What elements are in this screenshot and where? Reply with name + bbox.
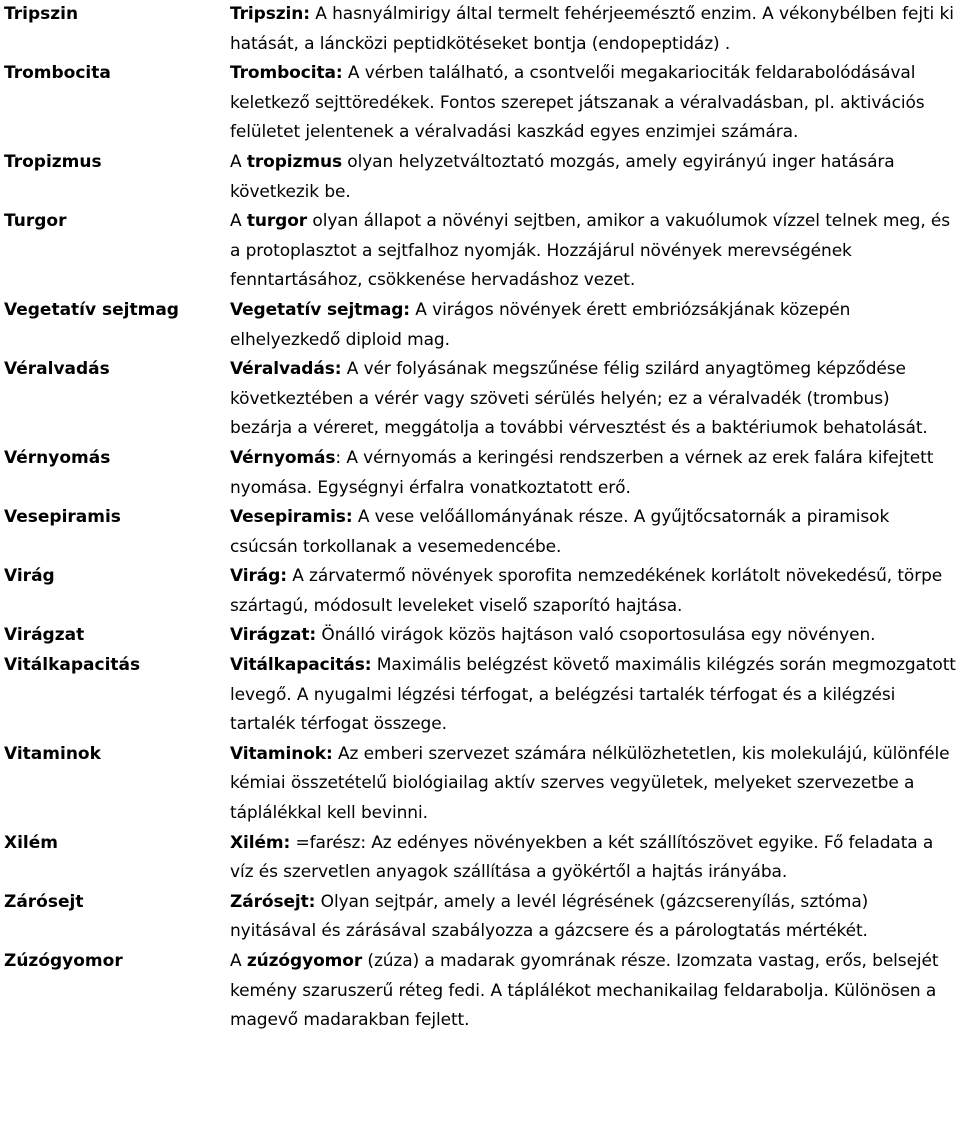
glossary-row <box>0 740 960 829</box>
definition-keyword: Tripszin: <box>230 4 310 24</box>
glossary-row <box>0 59 960 148</box>
glossary-term: Zúzógyomor <box>4 951 123 971</box>
definition-text: olyan állapot a növényi sejtben, amikor a vakuólumok vízzel telnek meg, és a protoplasztot a sejtfalhoz nyomják. Hozzájárul növények merevségének fenntartásához, csökkenése hervadáshoz vezet. <box>230 211 951 291</box>
glossary-term: Véralvadás <box>4 359 110 380</box>
glossary-definition <box>226 355 956 444</box>
definition-keyword: turgor <box>246 211 308 232</box>
definition-lead: A <box>230 951 247 971</box>
definition-keyword: Vitálkapacitás: <box>230 655 372 676</box>
glossary-row <box>0 296 960 355</box>
definition-keyword: zúzógyomor <box>246 951 363 971</box>
glossary-term: Tropizmus <box>4 151 102 172</box>
definition-text: A hasnyálmirigy által termelt fehérjeemésztő enzim. A vékonybélben fejti ki hatását, a láncközi peptidkötéseket bontja (endopeptidáz) . <box>230 4 954 54</box>
glossary-definition <box>226 444 956 503</box>
definition-keyword: Vegetatív sejtmag: <box>230 299 410 320</box>
glossary-row <box>0 947 960 1036</box>
definition-text: A virágos növények érett embriózsákjának közepén elhelyezkedő diploid mag. <box>230 299 851 350</box>
definition-text: Olyan sejtpár, amely a levél légrésének (gázcserenyílás, sztóma) nyitásával és zárásával szabályozza a gázcsere és a párologtatás mértékét. <box>230 891 869 942</box>
definition-text: A vese velőállományának része. A gyűjtőcsatornák a piramisok csúcsán torkollanak a vesemedencébe. <box>230 507 890 557</box>
glossary-definition <box>226 148 956 207</box>
definition-text: A vér folyásának megszűnése félig szilárd anyagtömeg képződése következtében a vérér vagy szöveti sérülés helyén; ez a véralvadék (trombus) bezárja a véreret, meggátolja a további vérvesztést és a baktériumok behatolását. <box>230 359 928 439</box>
definition-keyword: Xilém: <box>230 832 291 853</box>
definition-text: olyan helyzetváltoztató mozgás, amely egyirányú inger hatására következik be. <box>230 151 895 202</box>
definition-keyword: Trombocita: <box>230 63 343 84</box>
glossary-row <box>0 148 960 207</box>
definition-keyword: Véralvadás: <box>230 359 342 380</box>
glossary-definition <box>226 503 956 562</box>
glossary-definition <box>226 207 956 296</box>
definition-keyword: Vesepiramis: <box>230 507 353 528</box>
glossary-row <box>0 207 960 296</box>
glossary-term: Virág <box>4 566 55 587</box>
glossary-term: Vegetatív sejtmag <box>4 299 179 320</box>
glossary-term: Tripszin <box>4 4 79 24</box>
glossary-definition <box>226 651 956 740</box>
glossary-definition <box>226 562 956 621</box>
glossary-definition <box>226 888 956 947</box>
glossary-term: Vesepiramis <box>4 507 121 528</box>
definition-keyword: Vitaminok: <box>230 743 333 764</box>
glossary-row <box>0 0 960 59</box>
glossary-row <box>0 829 960 888</box>
definition-text: Az emberi szervezet számára nélkülözhetetlen, kis molekulájú, különféle kémiai összetételű biológiailag aktív szerves vegyületek, melyeket szervezetbe a táplálékkal kell bevinni. <box>230 743 950 824</box>
definition-keyword: Virágzat: <box>230 625 317 646</box>
glossary-definition <box>226 947 956 1036</box>
definition-text: Maximális belégzést követő maximális kilégzés során megmozgatott levegő. A nyugalmi légzési térfogat, a belégzési tartalék térfogat és a kilégzési tartalék térfogat összege. <box>230 655 956 735</box>
glossary-term: Virágzat <box>4 625 85 646</box>
definition-text: : A vérnyomás a keringési rendszerben a vérnek az erek falára kifejtett nyomása. Egységnyi érfalra vonatkoztatott erő. <box>230 447 934 498</box>
glossary-definition <box>226 0 956 59</box>
glossary-definition <box>226 621 956 651</box>
definition-lead: A <box>230 211 247 232</box>
glossary-term: Vérnyomás <box>4 447 111 468</box>
glossary-definition <box>226 829 956 888</box>
definition-text: A zárvatermő növények sporofita nemzedékének korlátolt növekedésű, törpe szártagú, módosult leveleket viselő szaporító hajtása. <box>230 566 943 616</box>
glossary-term: Turgor <box>4 211 67 232</box>
definition-keyword: Virág: <box>230 566 287 587</box>
definition-keyword: Vérnyomás <box>230 447 336 468</box>
glossary-term: Trombocita <box>4 63 111 84</box>
glossary-row <box>0 651 960 740</box>
definition-text: A vérben található, a csontvelői megakariociták feldarabolódásával keletkező sejttöredékek. Fontos szerepet játszanak a véralvadásban, pl. aktivációs felületet jelentenek a véralvadási kaszkád egyes enzimjei számára. <box>230 63 925 143</box>
definition-keyword: Zárósejt: <box>230 891 316 912</box>
glossary-row <box>0 888 960 947</box>
glossary-term: Vitálkapacitás <box>4 655 141 676</box>
definition-keyword: tropizmus <box>246 151 342 172</box>
definition-text: Önálló virágok közös hajtáson való csoportosulása egy növényen. <box>316 625 876 646</box>
glossary-definition <box>226 740 956 829</box>
glossary-row <box>0 562 960 621</box>
glossary-definition <box>226 59 956 148</box>
glossary-row <box>0 355 960 444</box>
glossary-row <box>0 621 960 651</box>
definition-text: (zúza) a madarak gyomrának része. Izomzata vastag, erős, belsejét kemény szaruszerű réteg fedi. A táplálékot mechanikailag feldarabolja. Különösen a magevő madarakban fejlett. <box>230 951 939 1031</box>
glossary-row <box>0 503 960 562</box>
definition-text: =farész: Az edényes növényekben a két szállítószövet egyike. Fő feladata a víz és szervetlen anyagok szállítása a gyökértől a hajtás irányába. <box>230 832 934 883</box>
glossary-term: Zárósejt <box>4 891 84 912</box>
glossary-row <box>0 444 960 503</box>
definition-lead: A <box>230 151 247 172</box>
glossary-definition <box>226 296 956 355</box>
glossary-term: Xilém <box>4 832 59 853</box>
glossary-term: Vitaminok <box>4 743 101 764</box>
